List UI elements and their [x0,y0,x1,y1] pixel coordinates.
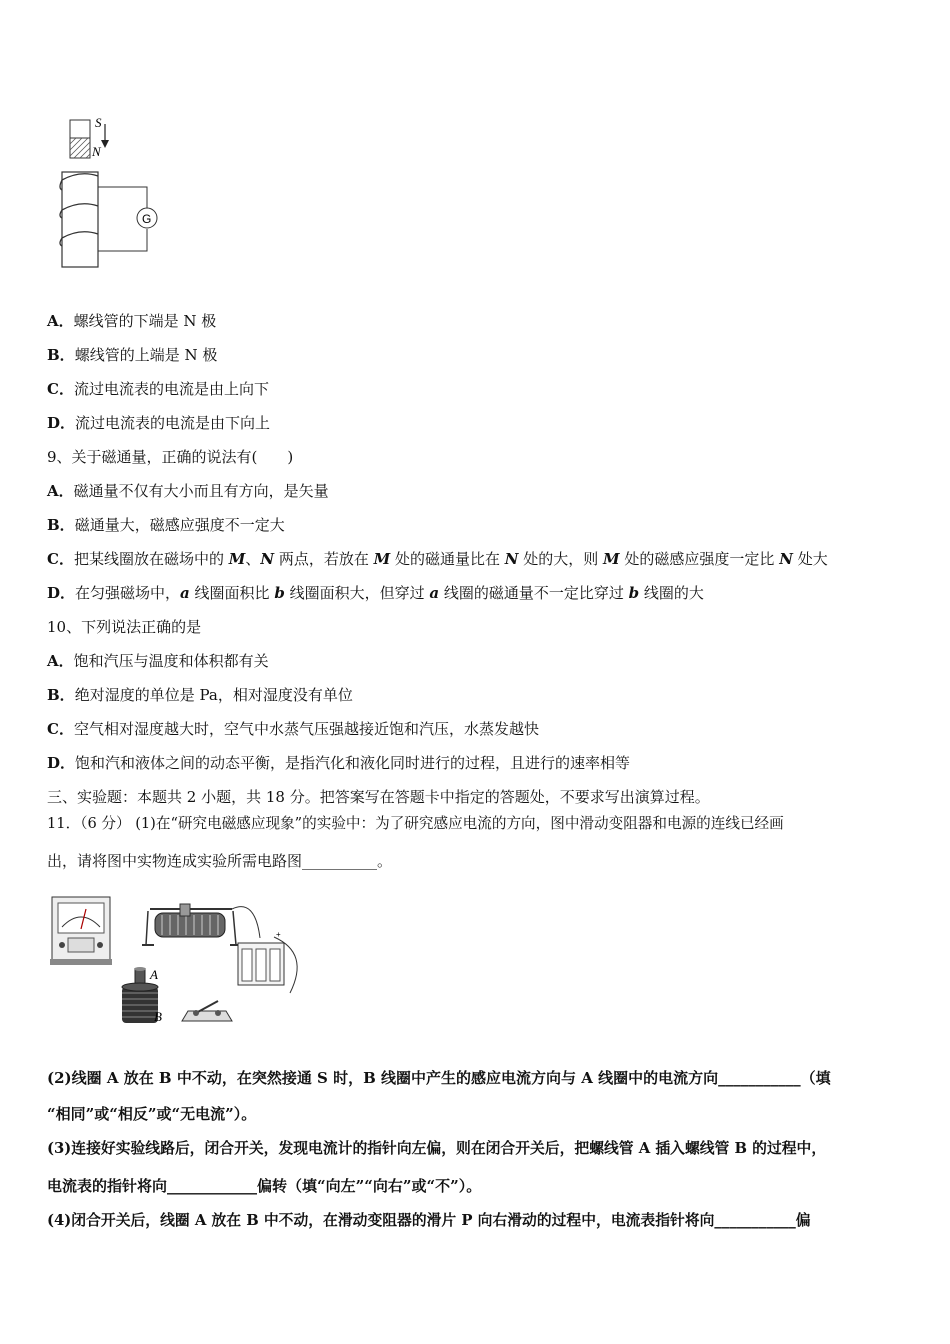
var-m: M [228,550,246,568]
solenoid-figure [55,110,175,275]
q9-option-c [47,549,828,569]
option-text: 、 [245,550,261,568]
q9-stem: 9、关于磁通量，正确的说法有( ) [47,448,294,466]
coil-a-label: A [150,967,158,982]
battery-box [238,930,297,993]
var-m: M [373,550,391,568]
option-text: 磁通量大，磁感应强度不一定大 [74,516,285,534]
option-text: 线圈的大 [639,584,704,602]
option-letter: B． [47,516,75,534]
section-heading: 三、实验题：本题共 2 小题，共 18 分。把答案写在答题卡中指定的答题处，不要求写出演算过程。 [47,788,710,806]
option-text: 螺线管的下端是 N 极 [73,312,217,330]
option-text: 在匀强磁场中， [75,584,181,602]
option-letter: A． [47,482,74,500]
q9-option-a [47,481,329,501]
coil-b-label: B [154,1009,162,1024]
option-text: 饱和汽压与温度和体积都有关 [73,652,269,670]
galvanometer-box [50,897,112,965]
var-b: b [274,584,285,602]
q10-stem: 10、下列说法正确的是 [47,618,202,636]
option-text: 处的磁通量比在 [390,550,505,568]
q10-option-b [47,685,353,705]
q11-part3-line2: 电流表的指针将向____________偏转（填“向左”“向右”或“不”）。 [47,1177,482,1195]
magnet-n-label: N [92,144,101,159]
rheostat [142,904,260,945]
q8-option-b [47,345,217,365]
option-text: 把某线圈放在磁场中的 [73,550,229,568]
option-text: 螺线管的上端是 N 极 [74,346,218,364]
q11-part4-line1: (4)闭合开关后，线圈 A 放在 B 中不动，在滑动变阻器的滑片 P 向右滑动的过程中，电流表指针将向___________偏 [47,1212,811,1229]
option-text: 处的大，则 [518,550,604,568]
coils-a-b [122,967,162,1024]
solenoid-core [62,172,98,267]
solenoid-coil [60,174,98,246]
option-text: 两点，若放在 [274,550,374,568]
option-text: 绝对湿度的单位是 Pa，相对湿度没有单位 [74,686,353,704]
var-n: N [260,550,275,568]
galvanometer-label: G [142,212,152,226]
option-letter: C． [47,720,74,738]
option-text: 饱和汽和液体之间的动态平衡，是指汽化和液化同时进行的过程，且进行的速率相等 [75,754,631,772]
option-text: 线圈的磁通量不一定比穿过 [439,584,629,602]
var-b: b [628,584,640,602]
apparatus-figure [50,893,305,1033]
var-a: a [429,584,440,602]
option-text: 线圈面积大，但穿过 [284,584,430,602]
q10-option-c [47,719,539,739]
option-letter: D． [47,414,76,432]
option-letter: A． [47,312,74,330]
var-m: M [603,550,620,568]
q9-option-b [47,515,285,535]
var-n: N [779,550,793,568]
option-text: 空气相对湿度越大时，空气中水蒸气压强越接近饱和汽压，水蒸发越快 [73,720,539,738]
q11-line2: 出，请将图中实物连成实验所需电路图__________。 [47,852,393,870]
option-letter: C． [47,550,74,568]
q11-line1: 11．（6 分） (1)在“研究电磁感应现象”的实验中：为了研究感应电流的方向，图中滑动变阻器和电源的连线已经画 [47,815,784,832]
q11-part2-line2: “相同”或“相反”或“无电流”）。 [47,1105,257,1123]
option-text: 流过电流表的电流是由下向上 [75,414,271,432]
option-letter: A． [47,652,74,670]
option-text: 线圈面积比 [189,584,275,602]
option-text: 流过电流表的电流是由上向下 [73,380,269,398]
option-letter: B． [47,686,75,704]
svg-text:+: + [276,930,281,939]
switch [182,1001,232,1021]
var-a: a [180,584,190,602]
var-n: N [504,550,519,568]
option-text: 磁通量不仅有大小而且有方向，是矢量 [73,482,329,500]
q10-option-a [47,651,269,671]
option-letter: C． [47,380,74,398]
option-text: 处大 [792,550,828,568]
q8-option-d [47,413,270,433]
q11-part2-line1: (2)线圈 A 放在 B 中不动，在突然接通 S 时，B 线圈中产生的感应电流方向与 A 线圈中的电流方向___________（填 [47,1069,831,1087]
q8-option-c [47,379,269,399]
option-letter: D． [47,754,76,772]
q11-part3-line1: (3)连接好实验线路后，闭合开关，发现电流计的指针向左偏，则在闭合开关后，把螺线管 A 插入螺线管 B 的过程中， [47,1140,827,1157]
q9-option-d [47,583,704,603]
option-letter: B． [47,346,75,364]
q8-option-a [47,311,216,331]
option-letter: D． [47,584,76,602]
option-text: 处的磁感应强度一定比 [619,550,780,568]
q10-option-d [47,753,630,773]
magnet-s-label: S [95,115,102,130]
